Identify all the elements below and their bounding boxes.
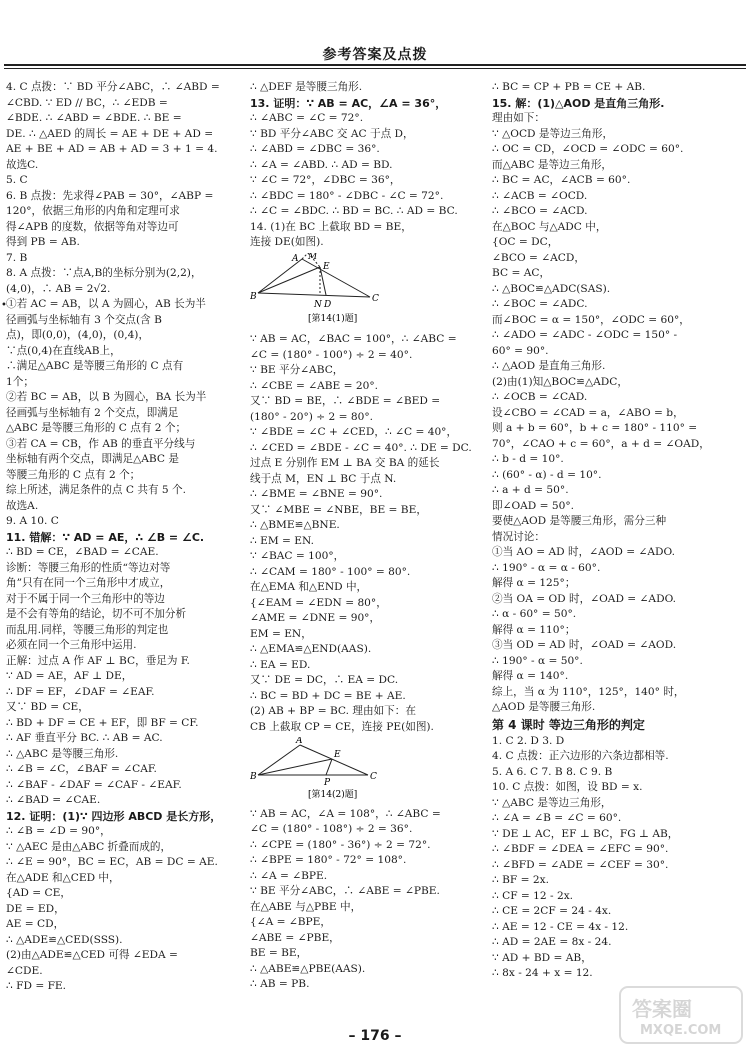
text-line: ∴ ∠CPE = (180° - 36°) ÷ 2 = 72°. bbox=[250, 838, 431, 851]
fig2-label-p: P bbox=[324, 778, 331, 788]
text-line: 对于不属于同一个三角形中的等边 bbox=[6, 592, 165, 605]
text-line: 径画弧与坐标轴有 3 个交点(含 B bbox=[6, 313, 162, 326]
text-line: ∴ EM = EN. bbox=[250, 534, 314, 547]
text-line: ∴ ∠ABD = ∠DBC = 36°. bbox=[250, 143, 380, 155]
text-line: (2)由(1)知△BOC≌△ADC， bbox=[492, 375, 628, 388]
text-line: ∵点(0,4)在直线AB上， bbox=[6, 344, 121, 357]
text-line: AE = CD， bbox=[6, 918, 65, 930]
text-line: 即∠OAD = 50°. bbox=[492, 499, 575, 512]
text-line: ∴ ∠BFD = ∠ADE = ∠CEF = 30°. bbox=[492, 858, 669, 871]
text-line: 是不会有等角的结论，切不可不加分析 bbox=[6, 608, 187, 620]
text-line: 综上所述，满足条件的点 C 共有 5 个. bbox=[6, 484, 186, 496]
text-line: (4,0)，∴ AB = 2√2. bbox=[6, 282, 111, 295]
text-line: 而乱用.同样，等腰三角形的判定也 bbox=[6, 623, 169, 636]
text-line: 5. C bbox=[6, 174, 28, 186]
text-line: ∴ ∠A = ∠ABD. ∴ AD = BD. bbox=[250, 158, 393, 171]
text-line: ∴ △ABC 是等腰三角形. bbox=[6, 747, 119, 760]
text-line: (2) AB + BP = BC. 理由如下：在 bbox=[250, 705, 416, 717]
text-line: 4. C 点拨：∵ BD 平分∠ABC，∴ ∠ABD = bbox=[6, 81, 220, 93]
text-line: ∴ ∠B = ∠D = 90°， bbox=[6, 825, 111, 837]
text-line: 理由如下： bbox=[492, 112, 545, 124]
text-line: 1. C 2. D 3. D bbox=[492, 734, 565, 747]
watermark-line2: MXQE.COM bbox=[640, 1023, 722, 1038]
text-line: ∴ ∠C = ∠BDC. ∴ BD = BC. ∴ AD = BC. bbox=[250, 205, 458, 217]
text-line: ∠CDE. bbox=[6, 964, 43, 977]
text-line: 120°，依据三角形的内角和定理可求 bbox=[6, 205, 180, 217]
text-line: 60° = 90°. bbox=[492, 344, 549, 357]
text-line: 又∵ BD = CE， bbox=[6, 701, 89, 713]
text-line: ∴ △BME≌△BNE. bbox=[250, 519, 340, 531]
text-line: ∠CBD. ∵ ED // BC，∴ ∠EDB = bbox=[6, 96, 168, 109]
text-line: 正解：过点 A 作 AF ⊥ BC，垂足为 F. bbox=[6, 654, 190, 667]
text-line: 8. A 点拨：∵点A,B的坐标分别为(2,2)， bbox=[6, 267, 202, 279]
fig1-label-d: D bbox=[324, 299, 332, 310]
text-line: 70°，∠CAO + c = 60°，a + d = ∠OAD， bbox=[492, 437, 710, 450]
text-line: 4. C 点拨：正六边形的六条边都相等. bbox=[492, 750, 669, 762]
fig1-label-b: B bbox=[250, 291, 257, 302]
text-line: ∴ AE = 12 - CE = 4x - 12. bbox=[492, 920, 629, 933]
text-line: ∵ ∠C = 72°，∠DBC = 36°， bbox=[250, 174, 401, 186]
text-line: ∵ AD = AE，AF ⊥ DE， bbox=[6, 670, 133, 682]
text-line: ∴ 190° - α = 50°. bbox=[492, 654, 583, 667]
text-line: ∴ ∠CED = ∠BDE - ∠C = 40°. ∴ DE = DC. bbox=[250, 441, 472, 454]
text-line: ∵ BD 平分∠ABC 交 AC 于点 D， bbox=[250, 127, 414, 140]
text-line: 等腰三角形的 C 点有 2 个； bbox=[6, 468, 141, 481]
text-line: ∴ OC = CD，∠OCD = ∠ODC = 60°. bbox=[492, 143, 684, 155]
text-line: ∴ DF = EF，∠DAF = ∠EAF. bbox=[6, 685, 155, 698]
text-line: 7. B bbox=[6, 251, 28, 264]
figure-14-1 bbox=[250, 253, 482, 331]
text-line: 6. B 点拨：先求得∠PAB = 30°，∠ABP = bbox=[6, 189, 214, 202]
fig1-label-c: C bbox=[372, 293, 379, 304]
text-line: 而∠BOC = α = 150°，∠ODC = 60°， bbox=[492, 313, 690, 326]
text-line: ∴ EA = ED. bbox=[250, 658, 311, 671]
text-line: 线于点 M，EN ⊥ BC 于点 N. bbox=[250, 472, 397, 485]
text-line: 1个； bbox=[6, 375, 34, 388]
text-line: AE + BE + AD = AB + AD = 3 + 1 = 4. bbox=[6, 143, 218, 155]
text-line: 9. A 10. C bbox=[6, 515, 59, 527]
text-line: 又∵ DE = DC，∴ EA = DC. bbox=[250, 674, 399, 686]
text-line: ∴ ∠BDF = ∠DEA = ∠EFC = 90°. bbox=[492, 843, 669, 855]
text-line: ∠C = (180° - 100°) ÷ 2 = 40°. bbox=[250, 348, 413, 361]
figure-14-2 bbox=[250, 737, 482, 805]
text-line: 11. 错解：∵ AD = AE，∴ ∠B = ∠C. bbox=[6, 530, 205, 544]
text-line: ③若 CA = CB，作 AB 的垂直平分线与 bbox=[6, 437, 196, 450]
text-line: 情况讨论： bbox=[492, 530, 545, 543]
text-line: ∴ AB = PB. bbox=[250, 978, 310, 990]
text-line: 必须在同一个三角形中运用. bbox=[6, 639, 137, 651]
page-header bbox=[0, 0, 750, 86]
text-line: ∴ AD = 2AE = 8x - 24. bbox=[492, 936, 612, 948]
text-line: 15. 解：(1)△AOD 是直角三角形. bbox=[492, 96, 665, 110]
text-line: ∴ ∠BME = ∠BNE = 90°. bbox=[250, 488, 383, 500]
text-line: ∵ ∠BAC = 100°， bbox=[250, 550, 345, 562]
text-line: ∴ △EMA≌△END(AAS). bbox=[250, 643, 372, 655]
text-line: ∵ △ABC 是等边三角形， bbox=[492, 796, 612, 809]
text-line: ∴ ∠A = ∠BPE. bbox=[250, 869, 328, 882]
text-line: {∠A = ∠BPE， bbox=[250, 916, 331, 928]
text-line: △AOD 是等腰三角形. bbox=[492, 701, 596, 713]
text-line: ∴ BC = CP + PB = CE + AB. bbox=[492, 81, 646, 93]
text-line: 14. (1)在 BC 上截取 BD = BE， bbox=[250, 220, 412, 233]
page-header-title: 参考答案及点拨 bbox=[322, 47, 428, 63]
text-line: BE = BE， bbox=[250, 947, 308, 959]
text-line: 10. C 点拨：如图，设 BD = x. bbox=[492, 781, 643, 793]
text-line: ②若 BC = AB，以 B 为圆心，BA 长为半 bbox=[6, 391, 207, 403]
figure-14-1-diagram bbox=[250, 253, 380, 325]
text-line: 连接 DE(如图). bbox=[250, 236, 324, 248]
text-line: 5. A 6. C 7. B 8. C 9. B bbox=[492, 765, 613, 778]
text-line: 设∠CBO = ∠CAD = a，∠ABO = b， bbox=[492, 406, 684, 419]
fig1-label-e: E bbox=[323, 261, 330, 272]
text-line: 在△ADE 和△CED 中， bbox=[6, 871, 120, 884]
text-line: ∴ BD = CE，∠BAD = ∠CAE. bbox=[6, 546, 159, 558]
text-line: 诊断：等腰三角形的性质“等边对等 bbox=[6, 561, 171, 574]
text-line: EM = EN， bbox=[250, 627, 312, 640]
text-line: ∴ ∠CAM = 180° - 100° = 80°. bbox=[250, 565, 411, 578]
text-line: ∴ ∠BCO = ∠ACD. bbox=[492, 205, 588, 217]
text-line: 又∵ BD = BE，∴ ∠BDE = ∠BED = bbox=[250, 395, 441, 407]
text-line: ∴ ∠ABC = ∠C = 72°. bbox=[250, 112, 364, 124]
text-line: ∠AME = ∠DNE = 90°， bbox=[250, 612, 381, 624]
text-line: 径画弧与坐标轴有 2 个交点，即满足 bbox=[6, 406, 179, 419]
text-line: ∴ BF = 2x. bbox=[492, 874, 549, 886]
text-line: ∴ 190° - α = α - 60°. bbox=[492, 561, 601, 574]
text-line: ∴ BD + DF = CE + EF，即 BF = CF. bbox=[6, 716, 199, 729]
text-line: ∴ (60° - α) - d = 10°. bbox=[492, 468, 602, 481]
text-line: ∴ ∠BOC = ∠ADC. bbox=[492, 298, 588, 310]
text-line: {∠EAM = ∠EDN = 80°， bbox=[250, 596, 387, 609]
text-line: 解得 α = 140°. bbox=[492, 670, 569, 682]
fig2-label-c: C bbox=[370, 772, 377, 782]
text-line: CB 上截取 CP = CE，连接 PE(如图). bbox=[250, 720, 434, 733]
text-line: ∴ CE = 2CF = 24 - 4x. bbox=[492, 905, 612, 917]
text-line: ∴ a + d = 50°. bbox=[492, 484, 569, 496]
text-line: ∵ △OCD 是等边三角形， bbox=[492, 127, 614, 140]
text-line: ∵ AB = AC，∠A = 108°，∴ ∠ABC = bbox=[250, 807, 441, 820]
text-line: 得∠APB 的度数，依据等角对等边可 bbox=[6, 220, 179, 233]
text-line: {OC = DC， bbox=[492, 236, 559, 248]
text-line: 在△EMA 和△END 中， bbox=[250, 581, 368, 593]
text-line: ∴ △AOD 是直角三角形. bbox=[492, 360, 606, 372]
text-line: ∴ ∠OCB = ∠CAD. bbox=[492, 391, 588, 403]
column-right-part-1 bbox=[492, 80, 740, 716]
text-line: 故选A. bbox=[6, 499, 39, 512]
text-line: ∴ ∠E = 90°，BC = EC，AB = DC = AE. bbox=[6, 856, 218, 868]
text-line: DE. ∴ △AED 的周长 = AE + DE + AD = bbox=[6, 127, 214, 140]
text-line: ∴满足△ABC 是等腰三角形的 C 点有 bbox=[6, 360, 184, 372]
text-line: ∴ △DEF 是等腰三角形. bbox=[250, 81, 363, 93]
text-line: ∴ ∠ADO = ∠ADC - ∠ODC = 150° - bbox=[492, 329, 678, 341]
text-line: ∠ABE = ∠PBE， bbox=[250, 931, 340, 944]
text-line: 解得 α = 110°； bbox=[492, 623, 576, 636]
text-line: DE = ED， bbox=[6, 902, 65, 915]
column-middle-part-3 bbox=[250, 807, 482, 993]
column-right bbox=[492, 80, 740, 982]
text-line: ∴ b - d = 10°. bbox=[492, 453, 564, 465]
column-right-part-2 bbox=[492, 734, 740, 982]
column-middle bbox=[250, 80, 482, 993]
page-number: – 176 – bbox=[348, 1028, 402, 1044]
text-line: ∴ ∠BPE = 180° - 72° = 108°. bbox=[250, 854, 407, 866]
text-line: ∴ α - 60° = 50°. bbox=[492, 608, 577, 620]
text-line: ∴ △ADE≌△CED(SSS). bbox=[6, 933, 123, 946]
text-line: ∴ △ABE≌△PBE(AAS). bbox=[250, 962, 366, 975]
text-line: (180° - 20°) ÷ 2 = 80°. bbox=[250, 410, 373, 423]
text-line: 13. 证明：∵ AB = AC，∠A = 36°， bbox=[250, 96, 447, 110]
text-line: 故选C. bbox=[6, 158, 39, 171]
text-line: ③当 OD = AD 时，∠OAD = ∠AOD. bbox=[492, 639, 677, 651]
text-line: ∴ 8x - 24 + x = 12. bbox=[492, 967, 593, 979]
text-line: 过点 E 分别作 EM ⊥ BA 交 BA 的延长 bbox=[250, 457, 440, 469]
text-line: ①若 AC = AB，以 A 为圆心，AB 长为半 bbox=[6, 298, 206, 310]
fig1-label-m: M bbox=[308, 252, 318, 262]
text-line: ∴ AF 垂直平分 BC. ∴ AB = AC. bbox=[6, 732, 163, 744]
text-line: ∵ AD + BD = AB， bbox=[492, 951, 592, 964]
text-line: ∴ CF = 12 - 2x. bbox=[492, 889, 574, 902]
text-line: ∠BCO = ∠ACD， bbox=[492, 251, 585, 264]
header-rule bbox=[4, 64, 746, 66]
text-line: ∠BDE. ∴ ∠ABD = ∠BDE. ∴ BE = bbox=[6, 112, 182, 124]
text-line: 解得 α = 125°； bbox=[492, 577, 576, 589]
text-line: ∴ FD = FE. bbox=[6, 980, 67, 992]
fig1-label-a: A bbox=[292, 253, 299, 264]
text-line: (2)由△ADE≌△CED 可得 ∠EDA = bbox=[6, 949, 178, 961]
fig2-label-b: B bbox=[250, 772, 257, 782]
text-line: ∵ DE ⊥ AC，EF ⊥ BC，FG ⊥ AB， bbox=[492, 827, 679, 840]
text-line: 12. 证明：(1)∵ 四边形 ABCD 是长方形， bbox=[6, 809, 222, 823]
column-middle-part-1 bbox=[250, 80, 482, 251]
text-line: △ABC 是等腰三角形的 C 点有 2 个； bbox=[6, 422, 187, 434]
fig1-caption: [第14(1)题] bbox=[308, 313, 358, 324]
text-line: 角”只有在同一个三角形中才成立， bbox=[6, 577, 171, 589]
text-line: ∴ △BOC≌△ADC(SAS). bbox=[492, 282, 611, 295]
text-line: ∵ ∠BDE = ∠C + ∠CED，∴ ∠C = 40°， bbox=[250, 426, 458, 438]
text-line: 在△ABE 与△PBE 中， bbox=[250, 900, 362, 913]
text-line: BC = AC， bbox=[492, 267, 551, 279]
text-line: 在△BOC 与△ADC 中， bbox=[492, 220, 607, 233]
text-line: ∴ ∠A = ∠B = ∠C = 60°. bbox=[492, 812, 622, 824]
text-line: ∴ ∠BAF - ∠DAF = ∠CAF - ∠EAF. bbox=[6, 778, 182, 791]
header-rule-thin bbox=[4, 68, 746, 69]
text-line: ∴ ∠BDC = 180° - ∠DBC - ∠C = 72°. bbox=[250, 189, 444, 202]
watermark-logo bbox=[618, 985, 744, 1045]
text-line: ②当 OA = OD 时，∠OAD = ∠ADO. bbox=[492, 592, 677, 605]
text-line: 要使△AOD 是等腰三角形，需分三种 bbox=[492, 515, 667, 527]
text-line: ∴ ∠BAD = ∠CAE. bbox=[6, 794, 101, 806]
text-line: ∴ BC = AC，∠ACB = 60°. bbox=[492, 174, 631, 186]
text-line: {AD = CE， bbox=[6, 887, 71, 899]
text-line: 综上，当 α 为 110°，125°，140° 时， bbox=[492, 685, 685, 698]
text-line: 坐标轴有两个交点，即满足△ABC 是 bbox=[6, 453, 179, 465]
section-title: 第 4 课时 等边三角形的判定 bbox=[492, 717, 645, 732]
text-line: ∵ BE 平分∠ABC， bbox=[250, 364, 344, 376]
text-line: ∴ ∠B = ∠C，∠BAF = ∠CAF. bbox=[6, 763, 157, 775]
text-line: ∴ BC = BD + DC = BE + AE. bbox=[250, 689, 406, 702]
fig2-caption: [第14(2)题] bbox=[308, 790, 358, 799]
column-left bbox=[6, 80, 240, 995]
text-line: ∵ BE 平分∠ABC，∴ ∠ABE = ∠PBE. bbox=[250, 885, 440, 897]
figure-14-2-diagram bbox=[250, 737, 380, 799]
text-line: ∵ △AEC 是由△ABC 折叠而成的， bbox=[6, 840, 172, 853]
fig2-label-e: E bbox=[334, 750, 341, 760]
fig2-label-a: A bbox=[296, 737, 303, 746]
text-line: 点)，即(0,0)，(4,0)，(0,4)， bbox=[6, 329, 150, 341]
text-line: 又∵ ∠MBE = ∠NBE，BE = BE， bbox=[250, 503, 427, 516]
text-line: ∴ ∠ACB = ∠OCD. bbox=[492, 189, 588, 202]
text-line: ∠C = (180° - 108°) ÷ 2 = 36°. bbox=[250, 823, 413, 835]
margin-mark: • bbox=[1, 300, 7, 311]
text-line: 得到 PB = AB. bbox=[6, 236, 80, 248]
text-line: ①当 AO = AD 时，∠AOD = ∠ADO. bbox=[492, 546, 675, 558]
fig1-label-n: N bbox=[314, 299, 322, 310]
text-line: ∴ ∠CBE = ∠ABE = 20°. bbox=[250, 379, 379, 392]
text-line: 而△ABC 是等边三角形， bbox=[492, 158, 613, 171]
text-line: ∵ AB = AC，∠BAC = 100°，∴ ∠ABC = bbox=[250, 333, 457, 345]
column-middle-part-2 bbox=[250, 332, 482, 735]
watermark-line1: 答案圈 bbox=[632, 997, 692, 1021]
text-line: 则 a + b = 60°，b + c = 180° - 110° = bbox=[492, 422, 698, 434]
